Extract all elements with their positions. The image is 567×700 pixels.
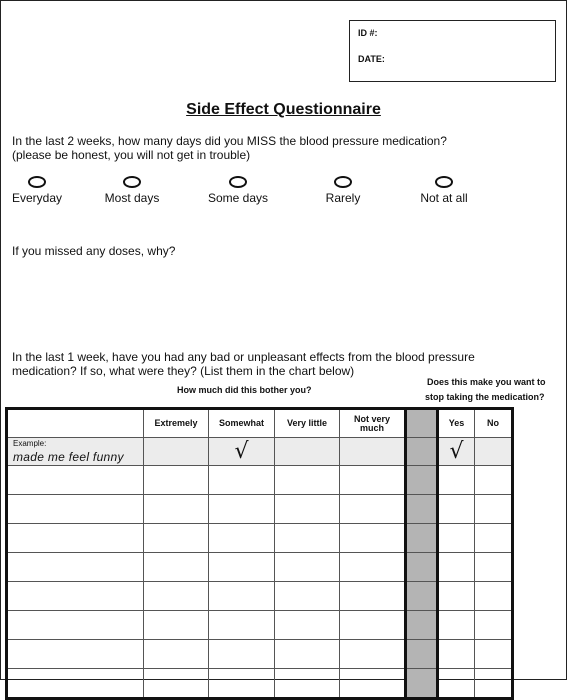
header-no: No <box>475 409 513 438</box>
yes-cell[interactable] <box>438 466 475 495</box>
effect-input-cell[interactable] <box>7 466 144 495</box>
not-very-much-cell[interactable] <box>340 582 406 611</box>
somewhat-cell[interactable] <box>209 495 275 524</box>
very-little-cell[interactable] <box>275 466 340 495</box>
q1-text-line1: In the last 2 weeks, how many days did you MISS the blood pressure medication? <box>12 134 447 148</box>
example-text: made me feel funny <box>13 450 124 464</box>
table-row <box>7 669 513 699</box>
yes-cell[interactable] <box>438 582 475 611</box>
not-very-much-cell[interactable] <box>340 524 406 553</box>
no-cell[interactable] <box>475 640 513 669</box>
example-extremely-cell <box>144 438 209 466</box>
very-little-cell[interactable] <box>275 524 340 553</box>
divider-column <box>406 640 438 669</box>
effect-input-cell[interactable] <box>7 582 144 611</box>
no-cell[interactable] <box>475 582 513 611</box>
divider-column <box>406 553 438 582</box>
radio-bubble-icon[interactable] <box>123 176 141 188</box>
option-label: Most days <box>104 191 160 205</box>
no-cell[interactable] <box>475 466 513 495</box>
no-cell[interactable] <box>475 524 513 553</box>
yes-cell[interactable] <box>438 553 475 582</box>
very-little-cell[interactable] <box>275 553 340 582</box>
example-very-little-cell <box>275 438 340 466</box>
yes-cell[interactable] <box>438 611 475 640</box>
page-title: Side Effect Questionnaire <box>186 101 381 118</box>
effect-input-cell[interactable] <box>7 640 144 669</box>
not-very-much-cell[interactable] <box>340 669 406 699</box>
option-label: Not at all <box>420 191 468 205</box>
option-everyday[interactable] <box>0 176 82 205</box>
somewhat-cell[interactable] <box>209 640 275 669</box>
effect-input-cell[interactable] <box>7 524 144 553</box>
very-little-cell[interactable] <box>275 495 340 524</box>
option-label: Everyday <box>11 191 63 205</box>
option-rarely[interactable] <box>298 176 388 205</box>
yes-cell[interactable] <box>438 495 475 524</box>
radio-bubble-icon[interactable] <box>28 176 46 188</box>
no-cell[interactable] <box>475 669 513 699</box>
very-little-cell[interactable] <box>275 640 340 669</box>
header-not-very-much <box>340 409 406 438</box>
stop-heading-line2: stop taking the medication? <box>425 392 545 402</box>
q2-text: If you missed any doses, why? <box>12 244 176 258</box>
extremely-cell[interactable] <box>144 553 209 582</box>
no-cell[interactable] <box>475 611 513 640</box>
id-date-box <box>349 20 556 82</box>
very-little-cell[interactable] <box>275 582 340 611</box>
header-not-very-much-line2: much <box>359 422 384 433</box>
table-row <box>7 553 513 582</box>
q3-text-line1: In the last 1 week, have you had any bad or unpleasant effects from the blood pressure <box>12 350 475 364</box>
extremely-cell[interactable] <box>144 524 209 553</box>
option-most-days[interactable] <box>87 176 177 205</box>
extremely-cell[interactable] <box>144 582 209 611</box>
extremely-cell[interactable] <box>144 495 209 524</box>
side-effects-table <box>5 407 514 700</box>
check-mark-icon: √ <box>209 438 275 466</box>
not-very-much-cell[interactable] <box>340 495 406 524</box>
example-row <box>7 438 513 466</box>
divider-column <box>406 524 438 553</box>
not-very-much-cell[interactable] <box>340 553 406 582</box>
header-somewhat: Somewhat <box>209 409 275 438</box>
very-little-cell[interactable] <box>275 669 340 699</box>
header-very-little: Very little <box>275 409 340 438</box>
divider-column <box>406 466 438 495</box>
check-mark-icon: √ <box>438 438 475 466</box>
somewhat-cell[interactable] <box>209 611 275 640</box>
table-row <box>7 611 513 640</box>
divider-column <box>406 495 438 524</box>
yes-cell[interactable] <box>438 669 475 699</box>
yes-cell[interactable] <box>438 640 475 669</box>
radio-bubble-icon[interactable] <box>334 176 352 188</box>
id-label: ID #: <box>358 28 378 38</box>
header-effect-cell <box>7 409 144 438</box>
no-cell[interactable] <box>475 553 513 582</box>
header-not-very-much-line1: Not very <box>353 413 390 424</box>
header-extremely: Extremely <box>144 409 209 438</box>
divider-column <box>406 611 438 640</box>
somewhat-cell[interactable] <box>209 466 275 495</box>
table-header-row <box>7 409 513 438</box>
somewhat-cell[interactable] <box>209 669 275 699</box>
divider-column <box>406 409 438 438</box>
q3-text-line2: medication? If so, what were they? (List them in the chart below) <box>12 364 355 378</box>
effect-input-cell[interactable] <box>7 553 144 582</box>
extremely-cell[interactable] <box>144 669 209 699</box>
option-some-days[interactable] <box>193 176 283 205</box>
effect-input-cell[interactable] <box>7 611 144 640</box>
example-label: Example: <box>13 439 47 448</box>
stop-heading-line1: Does this make you want to <box>427 377 546 387</box>
divider-column <box>406 582 438 611</box>
not-very-much-cell[interactable] <box>340 611 406 640</box>
divider-column <box>406 438 438 466</box>
example-not-very-much-cell <box>340 438 406 466</box>
effect-input-cell[interactable] <box>7 669 144 699</box>
somewhat-cell[interactable] <box>209 553 275 582</box>
example-effect-cell <box>7 438 144 466</box>
bother-heading: How much did this bother you? <box>177 385 312 395</box>
header-yes: Yes <box>438 409 475 438</box>
option-label: Some days <box>207 191 269 205</box>
extremely-cell[interactable] <box>144 466 209 495</box>
no-cell[interactable] <box>475 495 513 524</box>
extremely-cell[interactable] <box>144 611 209 640</box>
somewhat-cell[interactable] <box>209 524 275 553</box>
table-row <box>7 524 513 553</box>
example-no-cell <box>475 438 513 466</box>
date-label: DATE: <box>358 54 385 64</box>
table-row <box>7 640 513 669</box>
radio-bubble-icon[interactable] <box>435 176 453 188</box>
yes-cell[interactable] <box>438 524 475 553</box>
extremely-cell[interactable] <box>144 640 209 669</box>
effect-input-cell[interactable] <box>7 495 144 524</box>
not-very-much-cell[interactable] <box>340 640 406 669</box>
table-row <box>7 495 513 524</box>
option-not-at-all[interactable] <box>399 176 489 205</box>
table-row <box>7 582 513 611</box>
radio-bubble-icon[interactable] <box>229 176 247 188</box>
option-label: Rarely <box>325 191 361 205</box>
not-very-much-cell[interactable] <box>340 466 406 495</box>
table-row <box>7 466 513 495</box>
q1-text-line2: (please be honest, you will not get in trouble) <box>12 148 251 162</box>
divider-column <box>406 669 438 699</box>
very-little-cell[interactable] <box>275 611 340 640</box>
somewhat-cell[interactable] <box>209 582 275 611</box>
